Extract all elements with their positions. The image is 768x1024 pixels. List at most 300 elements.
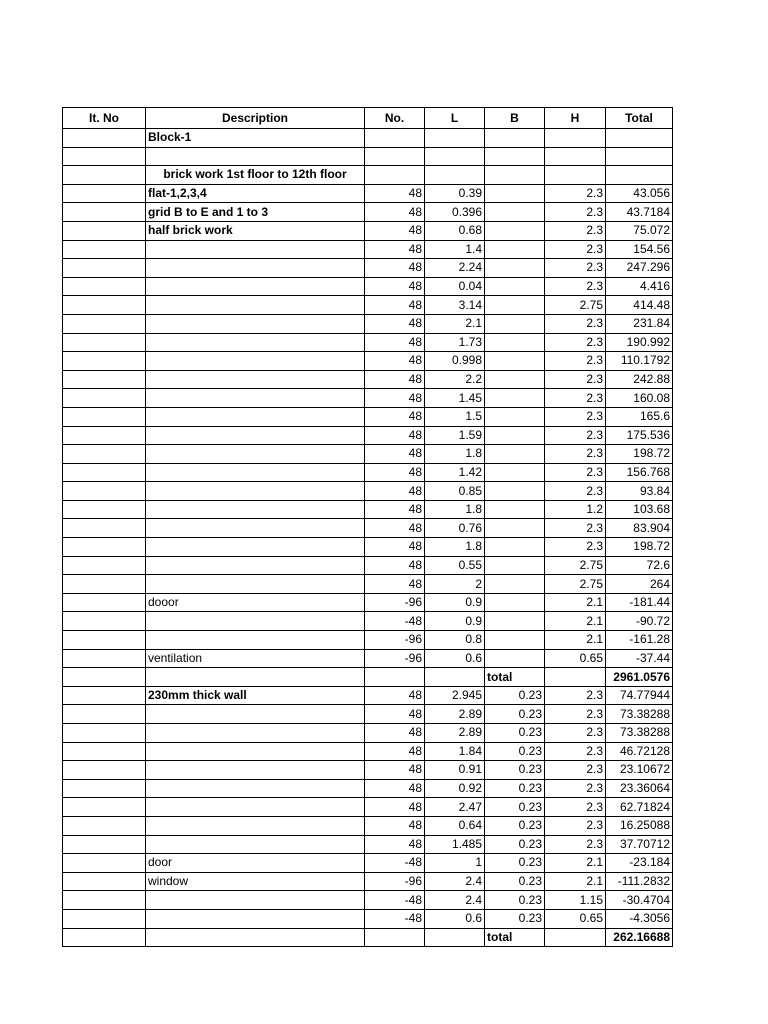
cell-description xyxy=(146,928,365,947)
cell-total: 2961.0576 xyxy=(606,668,673,687)
cell-description xyxy=(146,277,365,296)
cell-description xyxy=(146,314,365,333)
table-row xyxy=(63,835,673,854)
cell-l: 0.92 xyxy=(425,779,485,798)
table-row xyxy=(63,816,673,835)
table-row xyxy=(63,445,673,464)
estimate-table xyxy=(62,107,673,947)
cell-total: 46.72128 xyxy=(606,742,673,761)
table-row xyxy=(63,631,673,650)
table-row xyxy=(63,240,673,259)
cell-l: 0.6 xyxy=(425,909,485,928)
cell-l: 1.8 xyxy=(425,445,485,464)
cell-b xyxy=(485,556,545,575)
cell-description: flat-1,2,3,4 xyxy=(146,184,365,203)
cell-no: 48 xyxy=(365,482,425,501)
cell-it-no xyxy=(63,519,146,538)
cell-h: 2.3 xyxy=(545,835,606,854)
cell-no: 48 xyxy=(365,389,425,408)
cell-no: 48 xyxy=(365,333,425,352)
cell-b xyxy=(485,500,545,519)
cell-it-no xyxy=(63,277,146,296)
cell-description xyxy=(146,575,365,594)
cell-h xyxy=(545,928,606,947)
table-row xyxy=(63,668,673,687)
cell-b: 0.23 xyxy=(485,854,545,873)
cell-no: 48 xyxy=(365,463,425,482)
table-row xyxy=(63,798,673,817)
table-row xyxy=(63,872,673,891)
cell-no: 48 xyxy=(365,259,425,278)
cell-b xyxy=(485,147,545,166)
cell-it-no xyxy=(63,835,146,854)
cell-h: 2.3 xyxy=(545,538,606,557)
table-row xyxy=(63,426,673,445)
cell-l: 0.6 xyxy=(425,649,485,668)
cell-total: 72.6 xyxy=(606,556,673,575)
cell-b xyxy=(485,631,545,650)
cell-l: 0.85 xyxy=(425,482,485,501)
cell-l: 0.76 xyxy=(425,519,485,538)
cell-h: 2.3 xyxy=(545,259,606,278)
cell-no: 48 xyxy=(365,705,425,724)
cell-no: 48 xyxy=(365,352,425,371)
cell-b xyxy=(485,314,545,333)
cell-description xyxy=(146,668,365,687)
table-row xyxy=(63,166,673,185)
cell-no: -96 xyxy=(365,872,425,891)
cell-l: 1.42 xyxy=(425,463,485,482)
cell-b: 0.23 xyxy=(485,891,545,910)
cell-total: 43.7184 xyxy=(606,203,673,222)
cell-b xyxy=(485,370,545,389)
cell-b: 0.23 xyxy=(485,779,545,798)
cell-l xyxy=(425,928,485,947)
cell-description xyxy=(146,352,365,371)
cell-b xyxy=(485,352,545,371)
cell-description xyxy=(146,835,365,854)
cell-no: 48 xyxy=(365,798,425,817)
cell-b xyxy=(485,463,545,482)
cell-h xyxy=(545,147,606,166)
cell-total: 165.6 xyxy=(606,407,673,426)
cell-b xyxy=(485,203,545,222)
cell-total: 4.416 xyxy=(606,277,673,296)
cell-no: 48 xyxy=(365,407,425,426)
cell-it-no xyxy=(63,816,146,835)
cell-description xyxy=(146,891,365,910)
cell-no: -48 xyxy=(365,612,425,631)
cell-l: 0.8 xyxy=(425,631,485,650)
cell-total: 156.768 xyxy=(606,463,673,482)
cell-h: 2.3 xyxy=(545,798,606,817)
cell-total: 62.71824 xyxy=(606,798,673,817)
table-row xyxy=(63,909,673,928)
table-row xyxy=(63,277,673,296)
table-row xyxy=(63,203,673,222)
cell-total: 74.77944 xyxy=(606,686,673,705)
cell-no xyxy=(365,668,425,687)
cell-h: 2.3 xyxy=(545,463,606,482)
cell-l: 2.24 xyxy=(425,259,485,278)
cell-it-no xyxy=(63,500,146,519)
cell-l: 3.14 xyxy=(425,296,485,315)
cell-total: 23.36064 xyxy=(606,779,673,798)
cell-b xyxy=(485,277,545,296)
cell-l: 0.9 xyxy=(425,593,485,612)
cell-b: total xyxy=(485,928,545,947)
cell-it-no xyxy=(63,240,146,259)
cell-total: 175.536 xyxy=(606,426,673,445)
table-row xyxy=(63,519,673,538)
cell-total: 231.84 xyxy=(606,314,673,333)
table-row xyxy=(63,314,673,333)
cell-total: -37.44 xyxy=(606,649,673,668)
table-row xyxy=(63,129,673,148)
cell-b xyxy=(485,240,545,259)
cell-it-no xyxy=(63,556,146,575)
cell-h: 2.3 xyxy=(545,240,606,259)
cell-no: 48 xyxy=(365,779,425,798)
cell-b xyxy=(485,612,545,631)
cell-it-no xyxy=(63,426,146,445)
cell-b xyxy=(485,221,545,240)
cell-total: -161.28 xyxy=(606,631,673,650)
cell-l: 2.89 xyxy=(425,705,485,724)
cell-h: 1.2 xyxy=(545,500,606,519)
table-row xyxy=(63,705,673,724)
cell-b xyxy=(485,407,545,426)
cell-l xyxy=(425,147,485,166)
cell-h: 0.65 xyxy=(545,909,606,928)
cell-description xyxy=(146,445,365,464)
table-row xyxy=(63,556,673,575)
cell-description xyxy=(146,538,365,557)
cell-description xyxy=(146,426,365,445)
cell-total: -4.3056 xyxy=(606,909,673,928)
cell-b: 0.23 xyxy=(485,705,545,724)
header-b: B xyxy=(485,108,545,129)
cell-no: 48 xyxy=(365,575,425,594)
cell-no: 48 xyxy=(365,370,425,389)
cell-description xyxy=(146,389,365,408)
cell-description xyxy=(146,779,365,798)
cell-h: 2.3 xyxy=(545,761,606,780)
cell-b: total xyxy=(485,668,545,687)
cell-h xyxy=(545,166,606,185)
cell-b: 0.23 xyxy=(485,761,545,780)
cell-l: 1.84 xyxy=(425,742,485,761)
cell-b xyxy=(485,389,545,408)
cell-h: 2.3 xyxy=(545,519,606,538)
cell-h: 2.3 xyxy=(545,277,606,296)
cell-h: 2.3 xyxy=(545,445,606,464)
cell-it-no xyxy=(63,389,146,408)
cell-h: 2.3 xyxy=(545,426,606,445)
cell-h xyxy=(545,129,606,148)
cell-h: 2.3 xyxy=(545,221,606,240)
cell-it-no xyxy=(63,314,146,333)
cell-total: 75.072 xyxy=(606,221,673,240)
cell-total: 93.84 xyxy=(606,482,673,501)
cell-l: 2.47 xyxy=(425,798,485,817)
cell-l: 1 xyxy=(425,854,485,873)
table-row xyxy=(63,779,673,798)
table-row xyxy=(63,724,673,743)
cell-b xyxy=(485,166,545,185)
header-description: Description xyxy=(146,108,365,129)
cell-b: 0.23 xyxy=(485,835,545,854)
cell-no: 48 xyxy=(365,426,425,445)
cell-b xyxy=(485,296,545,315)
cell-no: -96 xyxy=(365,593,425,612)
cell-b xyxy=(485,538,545,557)
cell-description: grid B to E and 1 to 3 xyxy=(146,203,365,222)
cell-it-no xyxy=(63,407,146,426)
table-row xyxy=(63,389,673,408)
cell-description: Block-1 xyxy=(146,129,365,148)
cell-total: 198.72 xyxy=(606,445,673,464)
table-row xyxy=(63,482,673,501)
cell-no xyxy=(365,129,425,148)
cell-it-no xyxy=(63,147,146,166)
cell-total: 103.68 xyxy=(606,500,673,519)
header-l: L xyxy=(425,108,485,129)
header-row xyxy=(63,108,673,129)
cell-l: 0.39 xyxy=(425,184,485,203)
cell-total: 43.056 xyxy=(606,184,673,203)
cell-total: 160.08 xyxy=(606,389,673,408)
cell-no: 48 xyxy=(365,519,425,538)
cell-no: 48 xyxy=(365,835,425,854)
cell-description xyxy=(146,761,365,780)
cell-total: -23.184 xyxy=(606,854,673,873)
cell-l: 0.68 xyxy=(425,221,485,240)
cell-total: 110.1792 xyxy=(606,352,673,371)
cell-it-no xyxy=(63,891,146,910)
cell-total: -90.72 xyxy=(606,612,673,631)
cell-description: half brick work xyxy=(146,221,365,240)
cell-l: 0.64 xyxy=(425,816,485,835)
header-h: H xyxy=(545,108,606,129)
cell-h: 2.3 xyxy=(545,352,606,371)
cell-l: 2.4 xyxy=(425,872,485,891)
cell-description xyxy=(146,500,365,519)
cell-description xyxy=(146,631,365,650)
cell-l: 0.04 xyxy=(425,277,485,296)
table-row xyxy=(63,538,673,557)
cell-h: 2.3 xyxy=(545,686,606,705)
cell-l: 1.485 xyxy=(425,835,485,854)
cell-b: 0.23 xyxy=(485,686,545,705)
cell-it-no xyxy=(63,928,146,947)
cell-no: 48 xyxy=(365,296,425,315)
cell-description xyxy=(146,612,365,631)
cell-b xyxy=(485,426,545,445)
cell-l: 0.9 xyxy=(425,612,485,631)
cell-it-no xyxy=(63,649,146,668)
cell-b xyxy=(485,129,545,148)
cell-description xyxy=(146,724,365,743)
cell-h: 2.1 xyxy=(545,612,606,631)
cell-l: 0.91 xyxy=(425,761,485,780)
cell-description: window xyxy=(146,872,365,891)
cell-b xyxy=(485,259,545,278)
cell-l: 1.73 xyxy=(425,333,485,352)
table-row xyxy=(63,649,673,668)
cell-it-no xyxy=(63,593,146,612)
cell-it-no xyxy=(63,538,146,557)
cell-total: -111.2832 xyxy=(606,872,673,891)
cell-no xyxy=(365,166,425,185)
table-row xyxy=(63,500,673,519)
cell-it-no xyxy=(63,798,146,817)
header-it-no: It. No xyxy=(63,108,146,129)
cell-total xyxy=(606,166,673,185)
cell-no: -48 xyxy=(365,909,425,928)
cell-no: 48 xyxy=(365,724,425,743)
cell-total: 247.296 xyxy=(606,259,673,278)
cell-b: 0.23 xyxy=(485,909,545,928)
cell-total: 264 xyxy=(606,575,673,594)
cell-description: dooor xyxy=(146,593,365,612)
cell-no: 48 xyxy=(365,500,425,519)
cell-no: 48 xyxy=(365,742,425,761)
table-row xyxy=(63,333,673,352)
cell-h: 2.3 xyxy=(545,724,606,743)
cell-l: 2 xyxy=(425,575,485,594)
cell-b: 0.23 xyxy=(485,724,545,743)
cell-total: 242.88 xyxy=(606,370,673,389)
cell-total: 16.25088 xyxy=(606,816,673,835)
table-row xyxy=(63,296,673,315)
cell-h: 2.3 xyxy=(545,370,606,389)
cell-description xyxy=(146,333,365,352)
table-row xyxy=(63,575,673,594)
table-row xyxy=(63,147,673,166)
cell-b xyxy=(485,184,545,203)
cell-it-no xyxy=(63,259,146,278)
table-row xyxy=(63,761,673,780)
cell-description xyxy=(146,259,365,278)
cell-total: 198.72 xyxy=(606,538,673,557)
cell-no: -48 xyxy=(365,854,425,873)
table-row xyxy=(63,184,673,203)
cell-it-no xyxy=(63,166,146,185)
table-row xyxy=(63,928,673,947)
table-row xyxy=(63,463,673,482)
cell-no: 48 xyxy=(365,761,425,780)
cell-description xyxy=(146,742,365,761)
cell-b xyxy=(485,445,545,464)
cell-it-no xyxy=(63,909,146,928)
table-row xyxy=(63,742,673,761)
cell-h: 2.3 xyxy=(545,779,606,798)
cell-total: -181.44 xyxy=(606,593,673,612)
cell-l: 0.998 xyxy=(425,352,485,371)
cell-b xyxy=(485,593,545,612)
cell-h: 2.1 xyxy=(545,872,606,891)
cell-it-no xyxy=(63,129,146,148)
cell-l xyxy=(425,668,485,687)
cell-l: 0.396 xyxy=(425,203,485,222)
cell-it-no xyxy=(63,482,146,501)
cell-it-no xyxy=(63,203,146,222)
header-no: No. xyxy=(365,108,425,129)
cell-description xyxy=(146,407,365,426)
cell-no: 48 xyxy=(365,538,425,557)
cell-description xyxy=(146,798,365,817)
cell-h: 2.1 xyxy=(545,631,606,650)
cell-total: 37.70712 xyxy=(606,835,673,854)
cell-b xyxy=(485,575,545,594)
cell-no: 48 xyxy=(365,556,425,575)
cell-it-no xyxy=(63,333,146,352)
cell-description xyxy=(146,370,365,389)
cell-b: 0.23 xyxy=(485,798,545,817)
cell-it-no xyxy=(63,761,146,780)
cell-description xyxy=(146,240,365,259)
cell-h: 2.1 xyxy=(545,593,606,612)
cell-h: 0.65 xyxy=(545,649,606,668)
cell-description: door xyxy=(146,854,365,873)
cell-total: 154.56 xyxy=(606,240,673,259)
table-row xyxy=(63,891,673,910)
table-row xyxy=(63,370,673,389)
table-body xyxy=(63,129,673,947)
cell-it-no xyxy=(63,631,146,650)
table-row xyxy=(63,593,673,612)
cell-h: 2.3 xyxy=(545,407,606,426)
cell-it-no xyxy=(63,612,146,631)
cell-no: 48 xyxy=(365,314,425,333)
cell-description xyxy=(146,463,365,482)
cell-it-no xyxy=(63,779,146,798)
cell-h: 2.3 xyxy=(545,742,606,761)
cell-no xyxy=(365,928,425,947)
table-row xyxy=(63,352,673,371)
cell-l: 1.4 xyxy=(425,240,485,259)
cell-l: 1.8 xyxy=(425,538,485,557)
cell-total: 190.992 xyxy=(606,333,673,352)
cell-total: 83.904 xyxy=(606,519,673,538)
cell-total: 414.48 xyxy=(606,296,673,315)
cell-total: -30.4704 xyxy=(606,891,673,910)
cell-l: 0.55 xyxy=(425,556,485,575)
cell-h: 2.3 xyxy=(545,333,606,352)
cell-h: 2.3 xyxy=(545,389,606,408)
cell-no: 48 xyxy=(365,816,425,835)
cell-it-no xyxy=(63,575,146,594)
cell-it-no xyxy=(63,686,146,705)
cell-l xyxy=(425,129,485,148)
cell-l: 2.1 xyxy=(425,314,485,333)
table-row xyxy=(63,407,673,426)
cell-b xyxy=(485,649,545,668)
cell-b xyxy=(485,333,545,352)
cell-no: -96 xyxy=(365,631,425,650)
cell-l: 2.4 xyxy=(425,891,485,910)
cell-it-no xyxy=(63,296,146,315)
cell-l: 1.45 xyxy=(425,389,485,408)
cell-it-no xyxy=(63,445,146,464)
cell-it-no xyxy=(63,705,146,724)
cell-description xyxy=(146,816,365,835)
cell-h xyxy=(545,668,606,687)
cell-description xyxy=(146,296,365,315)
cell-h: 2.3 xyxy=(545,816,606,835)
cell-l: 1.5 xyxy=(425,407,485,426)
